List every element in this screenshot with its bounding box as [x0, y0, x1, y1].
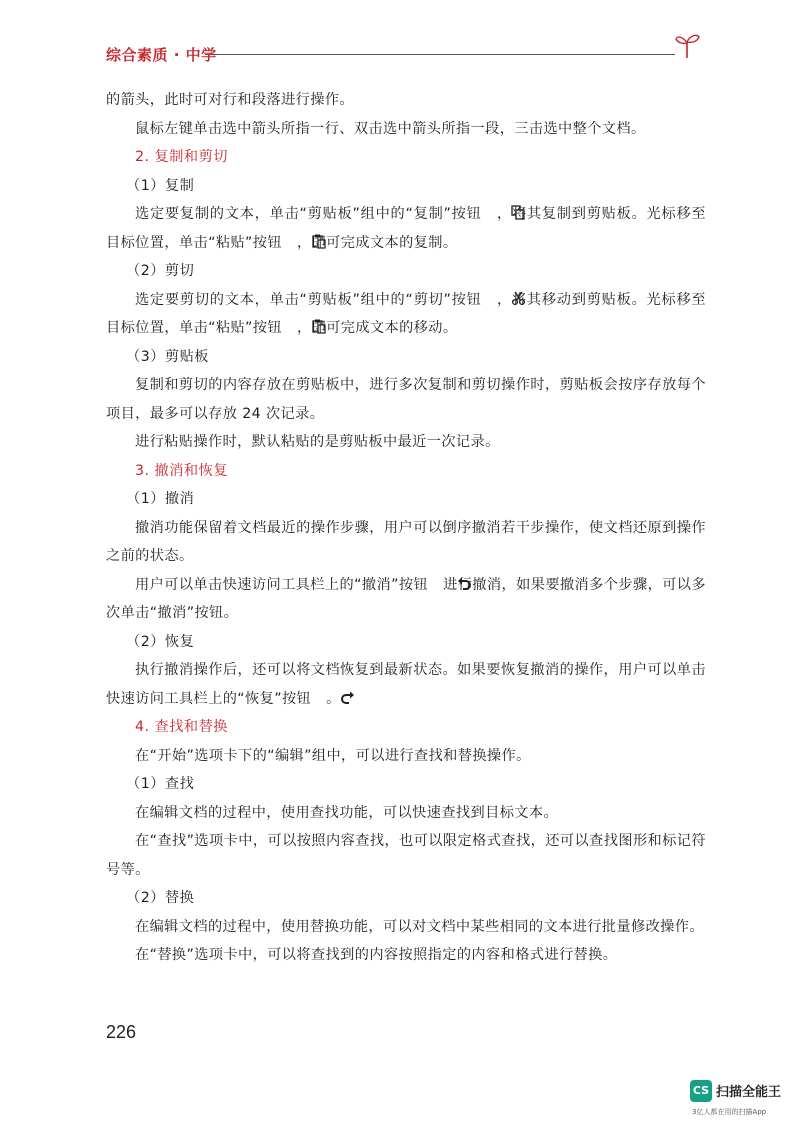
text-run: 执行撤消操作后，还可以将文档恢复到最新状态。如果要恢复撤消的操作，用户可以单击快速访问工具栏上的“恢复”按钮 [106, 662, 706, 707]
redo-icon [311, 690, 326, 705]
subheading-copy: （1）复制 [126, 177, 195, 194]
section-heading-undo-redo: 3. 撤消和恢复 [135, 462, 228, 479]
scanner-watermark [690, 1079, 794, 1125]
header-rule [205, 54, 675, 55]
undo-icon [428, 576, 443, 591]
paragraph [106, 286, 706, 343]
section-heading-copy-cut: 2. 复制和剪切 [135, 149, 228, 165]
paragraph: 在“查找”选项卡中，可以按照内容查找，也可以限定格式查找，还可以查找图形和标记符号等。 [106, 833, 706, 878]
paragraph [106, 656, 706, 713]
text-run: 选定要复制的文本，单击“剪贴板”组中的“复制”按钮 [135, 206, 482, 222]
subheading-undo: （1）撤消 [126, 491, 195, 507]
paragraph [106, 200, 706, 257]
running-header-title: 综合素质 · 中学 [106, 46, 217, 64]
subheading-clipboard: （3）剪贴板 [126, 348, 209, 365]
camscanner-logo-icon: CS [690, 1080, 712, 1102]
page-content [106, 86, 706, 970]
text-run: 。 [326, 690, 341, 707]
subheading-cut: （2）剪切 [126, 263, 195, 279]
subheading-redo: （2）恢复 [126, 633, 195, 650]
text-run: ，即可完成文本的移动。 [296, 320, 458, 336]
subheading-find: （1）查找 [126, 776, 195, 792]
paragraph: 撤消功能保留着文档最近的操作步骤，用户可以倒序撤消若干步操作，使文档还原到操作之前的状态。 [106, 519, 706, 564]
text-run: ，将其复制到剪贴板。光标移至目标位置，单击“粘贴”按钮 [106, 206, 706, 251]
paragraph [106, 571, 706, 628]
text-run: 选定要剪切的文本，单击“剪贴板”组中的“剪切”按钮 [135, 291, 482, 308]
sprout-icon [672, 30, 702, 60]
paragraph: 进行粘贴操作时，默认粘贴的是剪贴板中最近一次记录。 [135, 434, 500, 450]
page-number: 226 [106, 1022, 137, 1042]
section-heading-find-replace: 4. 查找和替换 [135, 719, 228, 735]
paragraph: 鼠标左键单击选中箭头所指一行、双击选中箭头所指一段，三击选中整个文档。 [135, 120, 646, 137]
scissors-icon [482, 291, 497, 306]
paste-icon [282, 234, 297, 249]
paragraph: 在编辑文档的过程中，使用替换功能，可以对文档中某些相同的文本进行批量修改操作。 [135, 918, 704, 935]
paragraph: 在“开始”选项卡下的“编辑”组中，可以进行查找和替换操作。 [135, 747, 531, 764]
text-run: 进行撤消，如果要撤消多个步骤，可以多次单击“撤消”按钮。 [106, 576, 707, 621]
text-run: ，即可完成文本的复制。 [296, 234, 458, 251]
text-run: 用户可以单击快速访问工具栏上的“撤消”按钮 [135, 576, 429, 593]
paragraph: 复制和剪切的内容存放在剪贴板中，进行多次复制和剪切操作时，剪贴板会按序存放每个项目，最多可以存放 24 次记录。 [106, 377, 706, 422]
paste-icon [282, 319, 297, 334]
paragraph: 的箭头，此时可对行和段落进行操作。 [106, 92, 354, 108]
copy-icon [482, 205, 497, 220]
watermark-name: 扫描全能王 [716, 1085, 782, 1100]
paragraph: 在“替换”选项卡中，可以将查找到的内容按照指定的内容和格式进行替换。 [135, 947, 618, 963]
subheading-replace: （2）替换 [126, 890, 195, 906]
text-run: ，将其移动到剪贴板。光标移至目标位置，单击“粘贴”按钮 [106, 291, 706, 336]
watermark-tagline: 3亿人都在用的扫描App [692, 1108, 767, 1116]
paragraph: 在编辑文档的过程中，使用查找功能，可以快速查找到目标文本。 [135, 804, 559, 821]
